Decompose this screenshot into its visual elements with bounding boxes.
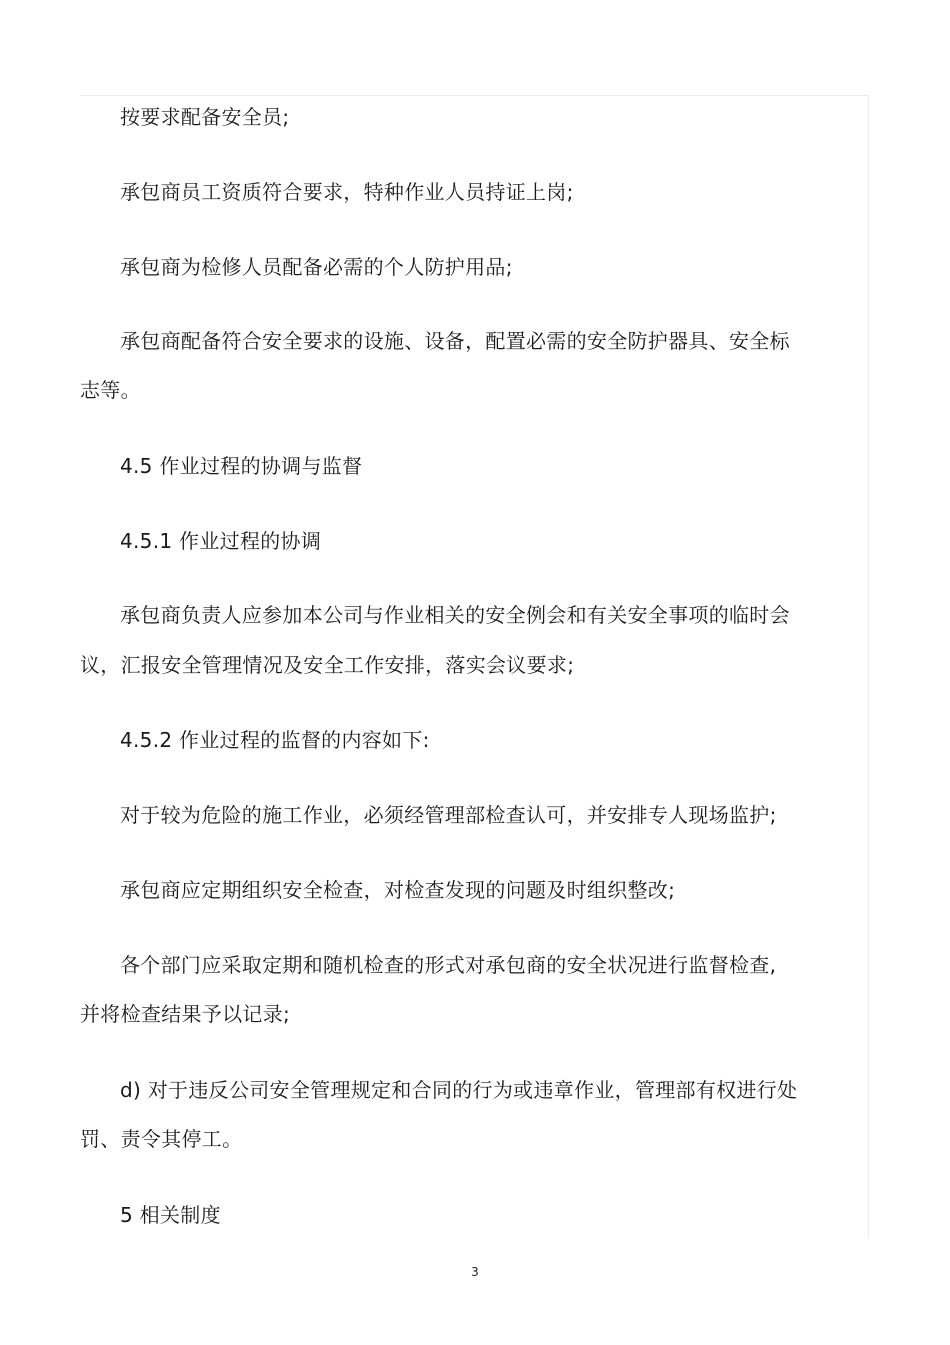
paragraph-line: 按要求配备安全员;	[120, 105, 290, 129]
paragraph-line: 承包商负责人应参加本公司与作业相关的安全例会和有关安全事项的临时会	[120, 603, 790, 627]
subsection-heading: 4.5.2 作业过程的监督的内容如下:	[120, 728, 430, 752]
paragraph-line: d) 对于违反公司安全管理规定和合同的行为或违章作业，管理部有权进行处	[120, 1078, 798, 1102]
paragraph-line: 议，汇报安全管理情况及安全工作安排，落实会议要求;	[80, 653, 575, 677]
paragraph-line: 承包商配备符合安全要求的设施、设备，配置必需的安全防护器具、安全标	[120, 329, 790, 353]
page-number: 3	[471, 1265, 479, 1279]
paragraph-line: 各个部门应采取定期和随机检查的形式对承包商的安全状况进行监督检查,	[120, 953, 777, 977]
section-heading: 5 相关制度	[120, 1203, 221, 1227]
paragraph-line: 对于较为危险的施工作业，必须经管理部检查认可，并安排专人现场监护;	[120, 803, 777, 827]
section-heading: 4.5 作业过程的协调与监督	[120, 454, 363, 478]
subsection-heading: 4.5.1 作业过程的协调	[120, 529, 322, 553]
paragraph-line: 承包商员工资质符合要求，特种作业人员持证上岗;	[120, 180, 574, 204]
paragraph-line: 罚、责令其停工。	[80, 1127, 243, 1151]
paragraph-line: 承包商应定期组织安全检查，对检查发现的问题及时组织整改;	[120, 878, 676, 902]
paragraph-line: 承包商为检修人员配备必需的个人防护用品;	[120, 255, 513, 279]
paragraph-line: 并将检查结果予以记录;	[80, 1002, 291, 1026]
paragraph-line: 志等。	[80, 378, 141, 402]
